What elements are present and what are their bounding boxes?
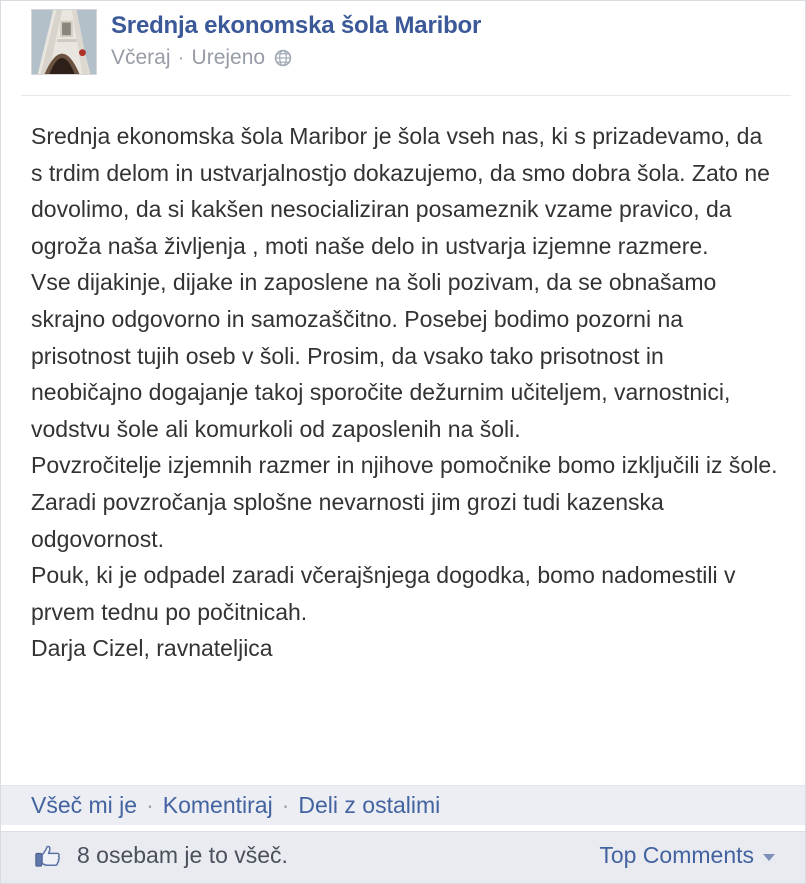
share-link[interactable]: Deli z ostalimi bbox=[298, 792, 441, 818]
header-text bbox=[97, 9, 481, 75]
post-timestamp[interactable]: Včeraj bbox=[111, 46, 171, 69]
post-signature: Darja Cizel, ravnateljica bbox=[31, 635, 273, 662]
action-separator: · bbox=[281, 792, 290, 818]
post-header bbox=[1, 1, 805, 75]
school-building-image bbox=[32, 10, 96, 74]
meta-separator: · bbox=[177, 46, 185, 69]
thumbs-up-icon[interactable] bbox=[35, 843, 63, 869]
caret-down-icon bbox=[763, 854, 775, 861]
comment-sort-label: Top Comments bbox=[599, 842, 754, 868]
post-paragraph: Srednja ekonomska šola Maribor je šola vseh nas, ki s prizadevamo, da s trdim delom in ustvarjalnostjo dokazujemo, da smo dobra šola. Zato ne dovolimo, da si kakšen nesocializiran posameznik vzame pravico, da ogroža naša življenja , moti naše delo in ustvarja izjemne razmere. bbox=[31, 123, 770, 259]
like-link[interactable]: Všeč mi je bbox=[31, 792, 138, 818]
edited-label: Urejeno bbox=[191, 46, 266, 69]
comment-link[interactable]: Komentiraj bbox=[162, 792, 273, 818]
like-count-text[interactable]: 8 osebam je to všeč. bbox=[77, 842, 288, 868]
post-body bbox=[1, 96, 805, 764]
post-meta bbox=[111, 45, 481, 71]
action-bar bbox=[1, 785, 805, 825]
avatar[interactable] bbox=[31, 9, 97, 75]
like-summary-bar bbox=[1, 831, 805, 883]
post-paragraph: Povzročitelje izjemnih razmer in njihove pomočnike bomo izključili iz šole. Zaradi povzročanja splošne nevarnosti jim grozi tudi kazenska odgovornost. bbox=[31, 452, 778, 552]
globe-icon bbox=[274, 49, 292, 67]
post-paragraph: Vse dijakinje, dijake in zaposlene na šoli pozivam, da se obnašamo skrajno odgovorno in samozaščitno. Posebej bodimo pozorni na prisotnost tujih oseb v šoli. Prosim, da vsako tako prisotnost in neobičajno dogajanje takoj sporočite dežurnim učiteljem, varnostnici, vodstvu šole ali komurkoli od zaposlenih na šoli. bbox=[31, 269, 731, 442]
post-paragraph: Pouk, ki je odpadel zaradi včerajšnjega dogodka, bomo nadomestili v prvem tednu po počitnicah. bbox=[31, 562, 736, 625]
comment-sort-dropdown[interactable] bbox=[599, 842, 775, 869]
action-separator: · bbox=[146, 792, 154, 818]
page-name-link[interactable]: Srednja ekonomska šola Maribor bbox=[111, 12, 482, 39]
